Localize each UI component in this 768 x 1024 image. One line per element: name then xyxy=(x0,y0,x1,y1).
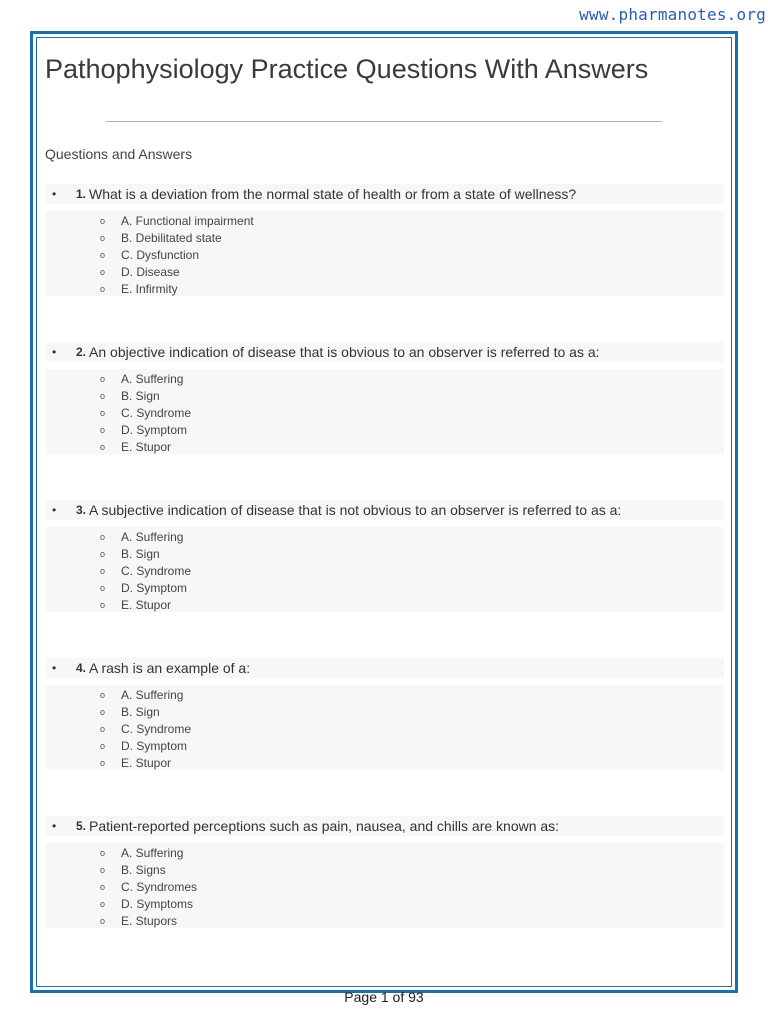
circle-bullet-icon: o xyxy=(100,757,106,768)
answer-option-text: A. Suffering xyxy=(121,687,184,702)
answer-option xyxy=(46,421,724,438)
answer-option xyxy=(46,212,724,229)
question-row xyxy=(46,342,724,362)
answer-option-text: C. Dysfunction xyxy=(121,247,200,262)
circle-bullet-icon: o xyxy=(100,582,106,593)
circle-bullet-icon: o xyxy=(100,689,106,700)
section-heading: Questions and Answers xyxy=(45,146,193,162)
bullet-icon: • xyxy=(52,819,57,833)
answer-option-text: A. Suffering xyxy=(121,371,184,386)
answer-option xyxy=(46,562,724,579)
question-row xyxy=(46,500,724,520)
question-number: 3. xyxy=(76,503,87,517)
circle-bullet-icon: o xyxy=(100,249,106,260)
answer-option-text: D. Symptom xyxy=(121,422,188,437)
circle-bullet-icon: o xyxy=(100,390,106,401)
answer-option xyxy=(46,754,724,771)
question-item xyxy=(46,342,724,454)
answer-option xyxy=(46,737,724,754)
answer-option-text: C. Syndrome xyxy=(121,405,192,420)
answer-option xyxy=(46,545,724,562)
circle-bullet-icon: o xyxy=(100,847,106,858)
question-number: 4. xyxy=(76,661,87,675)
answer-option xyxy=(46,895,724,912)
circle-bullet-icon: o xyxy=(100,424,106,435)
answer-option-text: C. Syndrome xyxy=(121,721,192,736)
answer-option xyxy=(46,246,724,263)
answer-option xyxy=(46,579,724,596)
question-item xyxy=(46,816,724,928)
circle-bullet-icon: o xyxy=(100,548,106,559)
answer-option xyxy=(46,703,724,720)
answer-option-text: B. Sign xyxy=(121,546,160,561)
answer-option-text: B. Sign xyxy=(121,388,160,403)
answer-option-text: B. Signs xyxy=(121,862,166,877)
answer-options xyxy=(46,369,724,454)
answer-option xyxy=(46,438,724,455)
answer-option-text: A. Suffering xyxy=(121,529,184,544)
bullet-icon: • xyxy=(52,661,57,675)
answer-option-text: C. Syndromes xyxy=(121,879,198,894)
title-divider xyxy=(106,121,662,122)
question-number: 5. xyxy=(76,819,87,833)
bullet-icon: • xyxy=(52,345,57,359)
question-number: 2. xyxy=(76,345,87,359)
circle-bullet-icon: o xyxy=(100,407,106,418)
answer-option-text: D. Disease xyxy=(121,264,180,279)
circle-bullet-icon: o xyxy=(100,565,106,576)
question-item xyxy=(46,658,724,770)
answer-option xyxy=(46,528,724,545)
bullet-icon: • xyxy=(52,187,57,201)
answer-option xyxy=(46,404,724,421)
answer-option-text: E. Infirmity xyxy=(121,281,178,296)
answer-option xyxy=(46,686,724,703)
question-text: An objective indication of disease that is obvious to an observer is referred to as a: xyxy=(89,344,600,360)
answer-option-text: A. Functional impairment xyxy=(121,213,254,228)
circle-bullet-icon: o xyxy=(100,915,106,926)
answer-option xyxy=(46,387,724,404)
circle-bullet-icon: o xyxy=(100,373,106,384)
answer-option-text: E. Stupor xyxy=(121,439,172,454)
answer-option-text: D. Symptoms xyxy=(121,896,194,911)
circle-bullet-icon: o xyxy=(100,266,106,277)
answer-option-text: B. Sign xyxy=(121,704,160,719)
answer-option-text: D. Symptom xyxy=(121,738,188,753)
question-number: 1. xyxy=(76,187,87,201)
answer-option xyxy=(46,370,724,387)
answer-option xyxy=(46,878,724,895)
question-row xyxy=(46,816,724,836)
answer-option xyxy=(46,844,724,861)
circle-bullet-icon: o xyxy=(100,881,106,892)
answer-option xyxy=(46,263,724,280)
answer-option-text: E. Stupors xyxy=(121,913,178,928)
circle-bullet-icon: o xyxy=(100,283,106,294)
answer-option-text: E. Stupor xyxy=(121,755,172,770)
answer-options xyxy=(46,527,724,612)
question-item xyxy=(46,184,724,296)
answer-option xyxy=(46,280,724,297)
circle-bullet-icon: o xyxy=(100,723,106,734)
question-text: What is a deviation from the normal state of health or from a state of wellness? xyxy=(89,186,577,202)
question-item xyxy=(46,500,724,612)
page-title: Pathophysiology Practice Questions With Answers xyxy=(45,54,649,84)
circle-bullet-icon: o xyxy=(100,864,106,875)
circle-bullet-icon: o xyxy=(100,441,106,452)
answer-option-text: C. Syndrome xyxy=(121,563,192,578)
answer-option xyxy=(46,596,724,613)
answer-options xyxy=(46,211,724,296)
circle-bullet-icon: o xyxy=(100,740,106,751)
question-text: Patient-reported perceptions such as pain, nausea, and chills are known as: xyxy=(89,818,560,834)
question-text: A subjective indication of disease that is not obvious to an observer is referred to as a: xyxy=(89,502,622,518)
answer-option xyxy=(46,912,724,929)
circle-bullet-icon: o xyxy=(100,706,106,717)
answer-option xyxy=(46,861,724,878)
question-row xyxy=(46,658,724,678)
answer-option xyxy=(46,720,724,737)
question-list xyxy=(46,184,724,974)
circle-bullet-icon: o xyxy=(100,898,106,909)
answer-option xyxy=(46,229,724,246)
circle-bullet-icon: o xyxy=(100,215,106,226)
page-number: Page 1 of 93 xyxy=(344,989,424,1005)
answer-option-text: A. Suffering xyxy=(121,845,184,860)
bullet-icon: • xyxy=(52,503,57,517)
answer-options xyxy=(46,843,724,928)
answer-option-text: D. Symptom xyxy=(121,580,188,595)
circle-bullet-icon: o xyxy=(100,232,106,243)
question-row xyxy=(46,184,724,204)
site-url: www.pharmanotes.org xyxy=(579,5,766,24)
circle-bullet-icon: o xyxy=(100,531,106,542)
question-text: A rash is an example of a: xyxy=(89,660,251,676)
circle-bullet-icon: o xyxy=(100,599,106,610)
answer-options xyxy=(46,685,724,770)
answer-option-text: E. Stupor xyxy=(121,597,172,612)
answer-option-text: B. Debilitated state xyxy=(121,230,222,245)
